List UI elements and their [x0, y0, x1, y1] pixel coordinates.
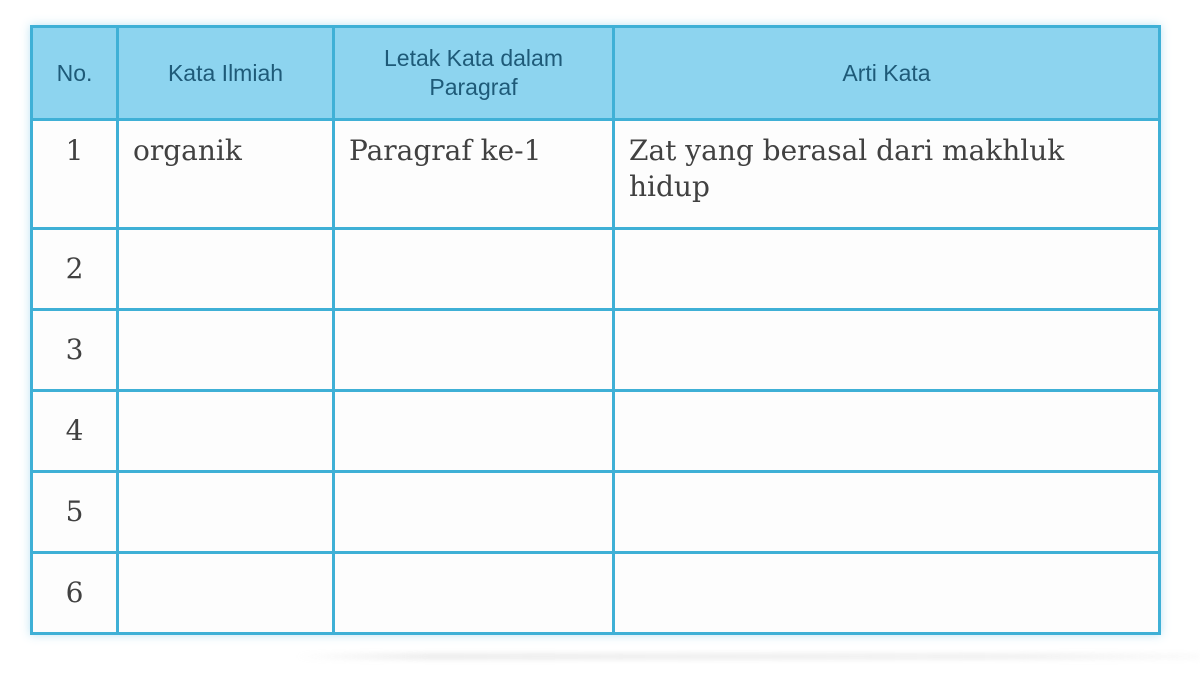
cell-letak-kata [334, 310, 614, 391]
bottom-shadow-artifact [295, 653, 1200, 660]
cell-no: 1 [32, 120, 118, 229]
table-header-row [32, 27, 1160, 120]
cell-arti-kata [614, 553, 1160, 634]
vocabulary-table [30, 25, 1161, 635]
cell-no: 4 [32, 391, 118, 472]
cell-letak-kata [334, 391, 614, 472]
cell-arti-kata [614, 120, 1160, 229]
table-row [32, 120, 1160, 229]
arti-kata-text: Zat yang berasal dari makhluk hidup [629, 134, 1065, 204]
table-row [32, 553, 1160, 634]
column-header-letak-kata: Letak Kata dalam Paragraf [334, 27, 614, 120]
cell-arti-kata [614, 472, 1160, 553]
cell-kata-ilmiah: organik [118, 120, 334, 229]
table-row [32, 310, 1160, 391]
column-header-arti-kata: Arti Kata [614, 27, 1160, 120]
cell-letak-kata: Paragraf ke-1 [334, 120, 614, 229]
table-row [32, 229, 1160, 310]
table-row [32, 472, 1160, 553]
cell-no: 6 [32, 553, 118, 634]
cell-arti-kata [614, 229, 1160, 310]
cell-kata-ilmiah [118, 553, 334, 634]
table-row [32, 391, 1160, 472]
cell-arti-kata [614, 310, 1160, 391]
cell-kata-ilmiah [118, 472, 334, 553]
cell-kata-ilmiah [118, 310, 334, 391]
cell-kata-ilmiah [118, 391, 334, 472]
cell-letak-kata [334, 553, 614, 634]
cell-letak-kata [334, 472, 614, 553]
cell-arti-kata [614, 391, 1160, 472]
cell-no: 3 [32, 310, 118, 391]
cell-letak-kata [334, 229, 614, 310]
cell-kata-ilmiah [118, 229, 334, 310]
cell-no: 2 [32, 229, 118, 310]
cell-no: 5 [32, 472, 118, 553]
column-header-kata-ilmiah: Kata Ilmiah [118, 27, 334, 120]
column-header-no: No. [32, 27, 118, 120]
